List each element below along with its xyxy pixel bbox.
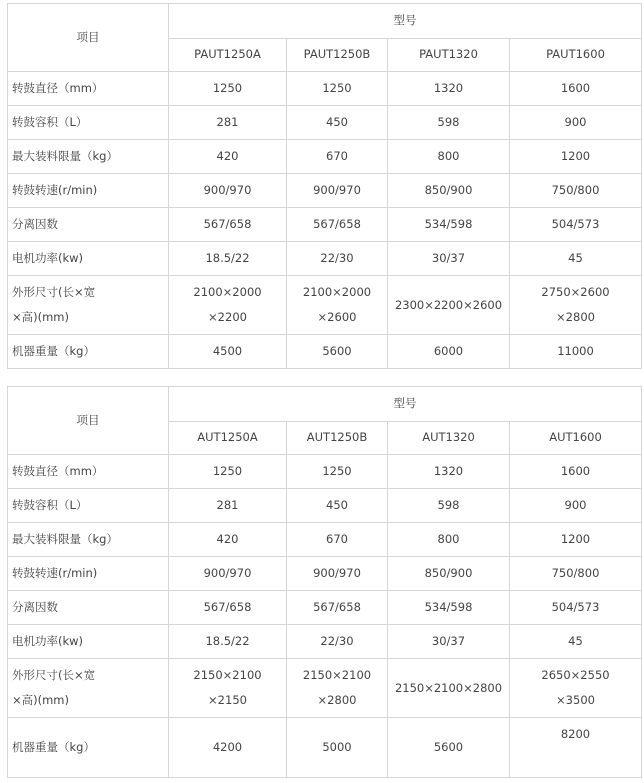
model-header: 型号 — [169, 387, 642, 422]
row-label — [8, 276, 169, 335]
cell-value: 1600 — [510, 72, 642, 106]
row-label: 转鼓转速(r/min) — [8, 557, 169, 591]
cell-value-line: 2150×2100 — [302, 668, 372, 682]
cell-value: 800 — [388, 140, 510, 174]
cell-value: 5000 — [287, 718, 388, 778]
table-header-row — [8, 387, 642, 422]
cell-value: 900/970 — [169, 174, 287, 208]
cell-value-line: ×2200 — [208, 310, 247, 324]
model-name: PAUT1600 — [510, 38, 642, 72]
cell-value: 22/30 — [287, 242, 388, 276]
row-label: 分离因数 — [8, 591, 169, 625]
table-row — [8, 208, 642, 242]
cell-value: 1250 — [287, 72, 388, 106]
cell-value-line: 2150×2100 — [193, 668, 262, 682]
table-header-row — [8, 4, 642, 39]
cell-value: 1600 — [510, 455, 642, 489]
row-label: 转鼓转速(r/min) — [8, 174, 169, 208]
cell-value: 5600 — [287, 335, 388, 369]
row-label: 转鼓直径（mm） — [8, 455, 169, 489]
item-header: 项目 — [8, 4, 169, 72]
cell-value: 900/970 — [169, 557, 287, 591]
cell-value-line: ×2150 — [208, 693, 247, 707]
table-row — [8, 557, 642, 591]
model-name: PAUT1250A — [169, 38, 287, 72]
cell-value — [287, 659, 388, 718]
row-label: 最大装料限量（kg） — [8, 140, 169, 174]
row-label-line: 外形尺寸(长×宽 — [12, 668, 96, 682]
row-label-line: ×高)(mm) — [12, 693, 70, 707]
row-label — [8, 659, 169, 718]
cell-value — [287, 276, 388, 335]
cell-value — [388, 276, 510, 335]
table-row — [8, 72, 642, 106]
cell-value: 534/598 — [388, 591, 510, 625]
cell-value: 1320 — [388, 72, 510, 106]
cell-value — [510, 276, 642, 335]
cell-value — [510, 659, 642, 718]
table-row — [8, 174, 642, 208]
table-row — [8, 140, 642, 174]
cell-value: 4200 — [169, 718, 287, 778]
row-label: 最大装料限量（kg） — [8, 523, 169, 557]
cell-value: 567/658 — [287, 208, 388, 242]
cell-value — [169, 276, 287, 335]
cell-value: 567/658 — [169, 591, 287, 625]
cell-value-line: 2750×2600 — [541, 285, 610, 299]
cell-value: 534/598 — [388, 208, 510, 242]
table-row — [8, 591, 642, 625]
cell-value: 598 — [388, 106, 510, 140]
model-name: PAUT1250B — [287, 38, 388, 72]
row-label: 机器重量（kg） — [8, 718, 169, 778]
cell-value: 900 — [510, 489, 642, 523]
cell-value-line: 2100×2000 — [193, 285, 262, 299]
table-row — [8, 489, 642, 523]
table-row — [8, 242, 642, 276]
cell-value: 22/30 — [287, 625, 388, 659]
cell-value — [169, 659, 287, 718]
table-row-dimensions — [8, 276, 642, 335]
cell-value: 1200 — [510, 140, 642, 174]
cell-value: 30/37 — [388, 242, 510, 276]
cell-value: 450 — [287, 106, 388, 140]
model-name: PAUT1320 — [388, 38, 510, 72]
cell-value: 900/970 — [287, 174, 388, 208]
cell-value: 1250 — [169, 455, 287, 489]
cell-value: 5600 — [388, 718, 510, 778]
table-row-dimensions — [8, 659, 642, 718]
cell-value: 18.5/22 — [169, 242, 287, 276]
model-name: AUT1250B — [287, 421, 388, 455]
cell-value: 567/658 — [287, 591, 388, 625]
cell-value: 1200 — [510, 523, 642, 557]
table-row — [8, 335, 642, 369]
cell-value-line: 2100×2000 — [302, 285, 372, 299]
cell-value: 1320 — [388, 455, 510, 489]
cell-value: 420 — [169, 140, 287, 174]
table-row — [8, 455, 642, 489]
table-row — [8, 523, 642, 557]
cell-value-line: 2150×2100×2800 — [394, 680, 503, 695]
item-header: 项目 — [8, 387, 169, 455]
row-label-line: ×高)(mm) — [12, 310, 70, 324]
model-header: 型号 — [169, 4, 642, 39]
table-row — [8, 625, 642, 659]
cell-value: 750/800 — [510, 557, 642, 591]
cell-value-line: ×2800 — [556, 310, 595, 324]
cell-value: 45 — [510, 242, 642, 276]
cell-value-line: 2650×2550 — [541, 668, 610, 682]
cell-value: 4500 — [169, 335, 287, 369]
model-name: AUT1320 — [388, 421, 510, 455]
cell-value: 450 — [287, 489, 388, 523]
row-label: 电机功率(kw) — [8, 625, 169, 659]
cell-value: 900 — [510, 106, 642, 140]
cell-value: 750/800 — [510, 174, 642, 208]
spec-table-2 — [7, 386, 642, 778]
cell-value — [388, 659, 510, 718]
row-label: 转鼓容积（L） — [8, 106, 169, 140]
cell-value: 504/573 — [510, 591, 642, 625]
cell-value: 45 — [510, 625, 642, 659]
cell-value: 281 — [169, 106, 287, 140]
cell-value: 30/37 — [388, 625, 510, 659]
table-row — [8, 106, 642, 140]
row-label: 分离因数 — [8, 208, 169, 242]
spec-table-1 — [7, 3, 642, 369]
cell-value-line: ×2800 — [317, 693, 357, 707]
cell-value-line: 2300×2200×2600 — [394, 297, 503, 312]
cell-value: 670 — [287, 523, 388, 557]
cell-value: 6000 — [388, 335, 510, 369]
row-label: 转鼓直径（mm） — [8, 72, 169, 106]
cell-value: 504/573 — [510, 208, 642, 242]
row-label: 转鼓容积（L） — [8, 489, 169, 523]
model-name: AUT1600 — [510, 421, 642, 455]
cell-value: 567/658 — [169, 208, 287, 242]
cell-value: 850/900 — [388, 557, 510, 591]
cell-value: 11000 — [510, 335, 642, 369]
cell-value: 281 — [169, 489, 287, 523]
cell-value: 800 — [388, 523, 510, 557]
cell-value: 1250 — [169, 72, 287, 106]
cell-value: 8200 — [510, 718, 642, 778]
model-name: AUT1250A — [169, 421, 287, 455]
table-row — [8, 718, 642, 778]
row-label-line: 外形尺寸(长×宽 — [12, 285, 96, 299]
row-label: 电机功率(kw) — [8, 242, 169, 276]
cell-value: 420 — [169, 523, 287, 557]
cell-value: 900/970 — [287, 557, 388, 591]
cell-value: 598 — [388, 489, 510, 523]
cell-value: 850/900 — [388, 174, 510, 208]
row-label: 机器重量（kg） — [8, 335, 169, 369]
cell-value: 1250 — [287, 455, 388, 489]
cell-value-line: ×3500 — [556, 693, 595, 707]
cell-value-line: ×2600 — [317, 310, 357, 324]
cell-value: 18.5/22 — [169, 625, 287, 659]
cell-value: 670 — [287, 140, 388, 174]
